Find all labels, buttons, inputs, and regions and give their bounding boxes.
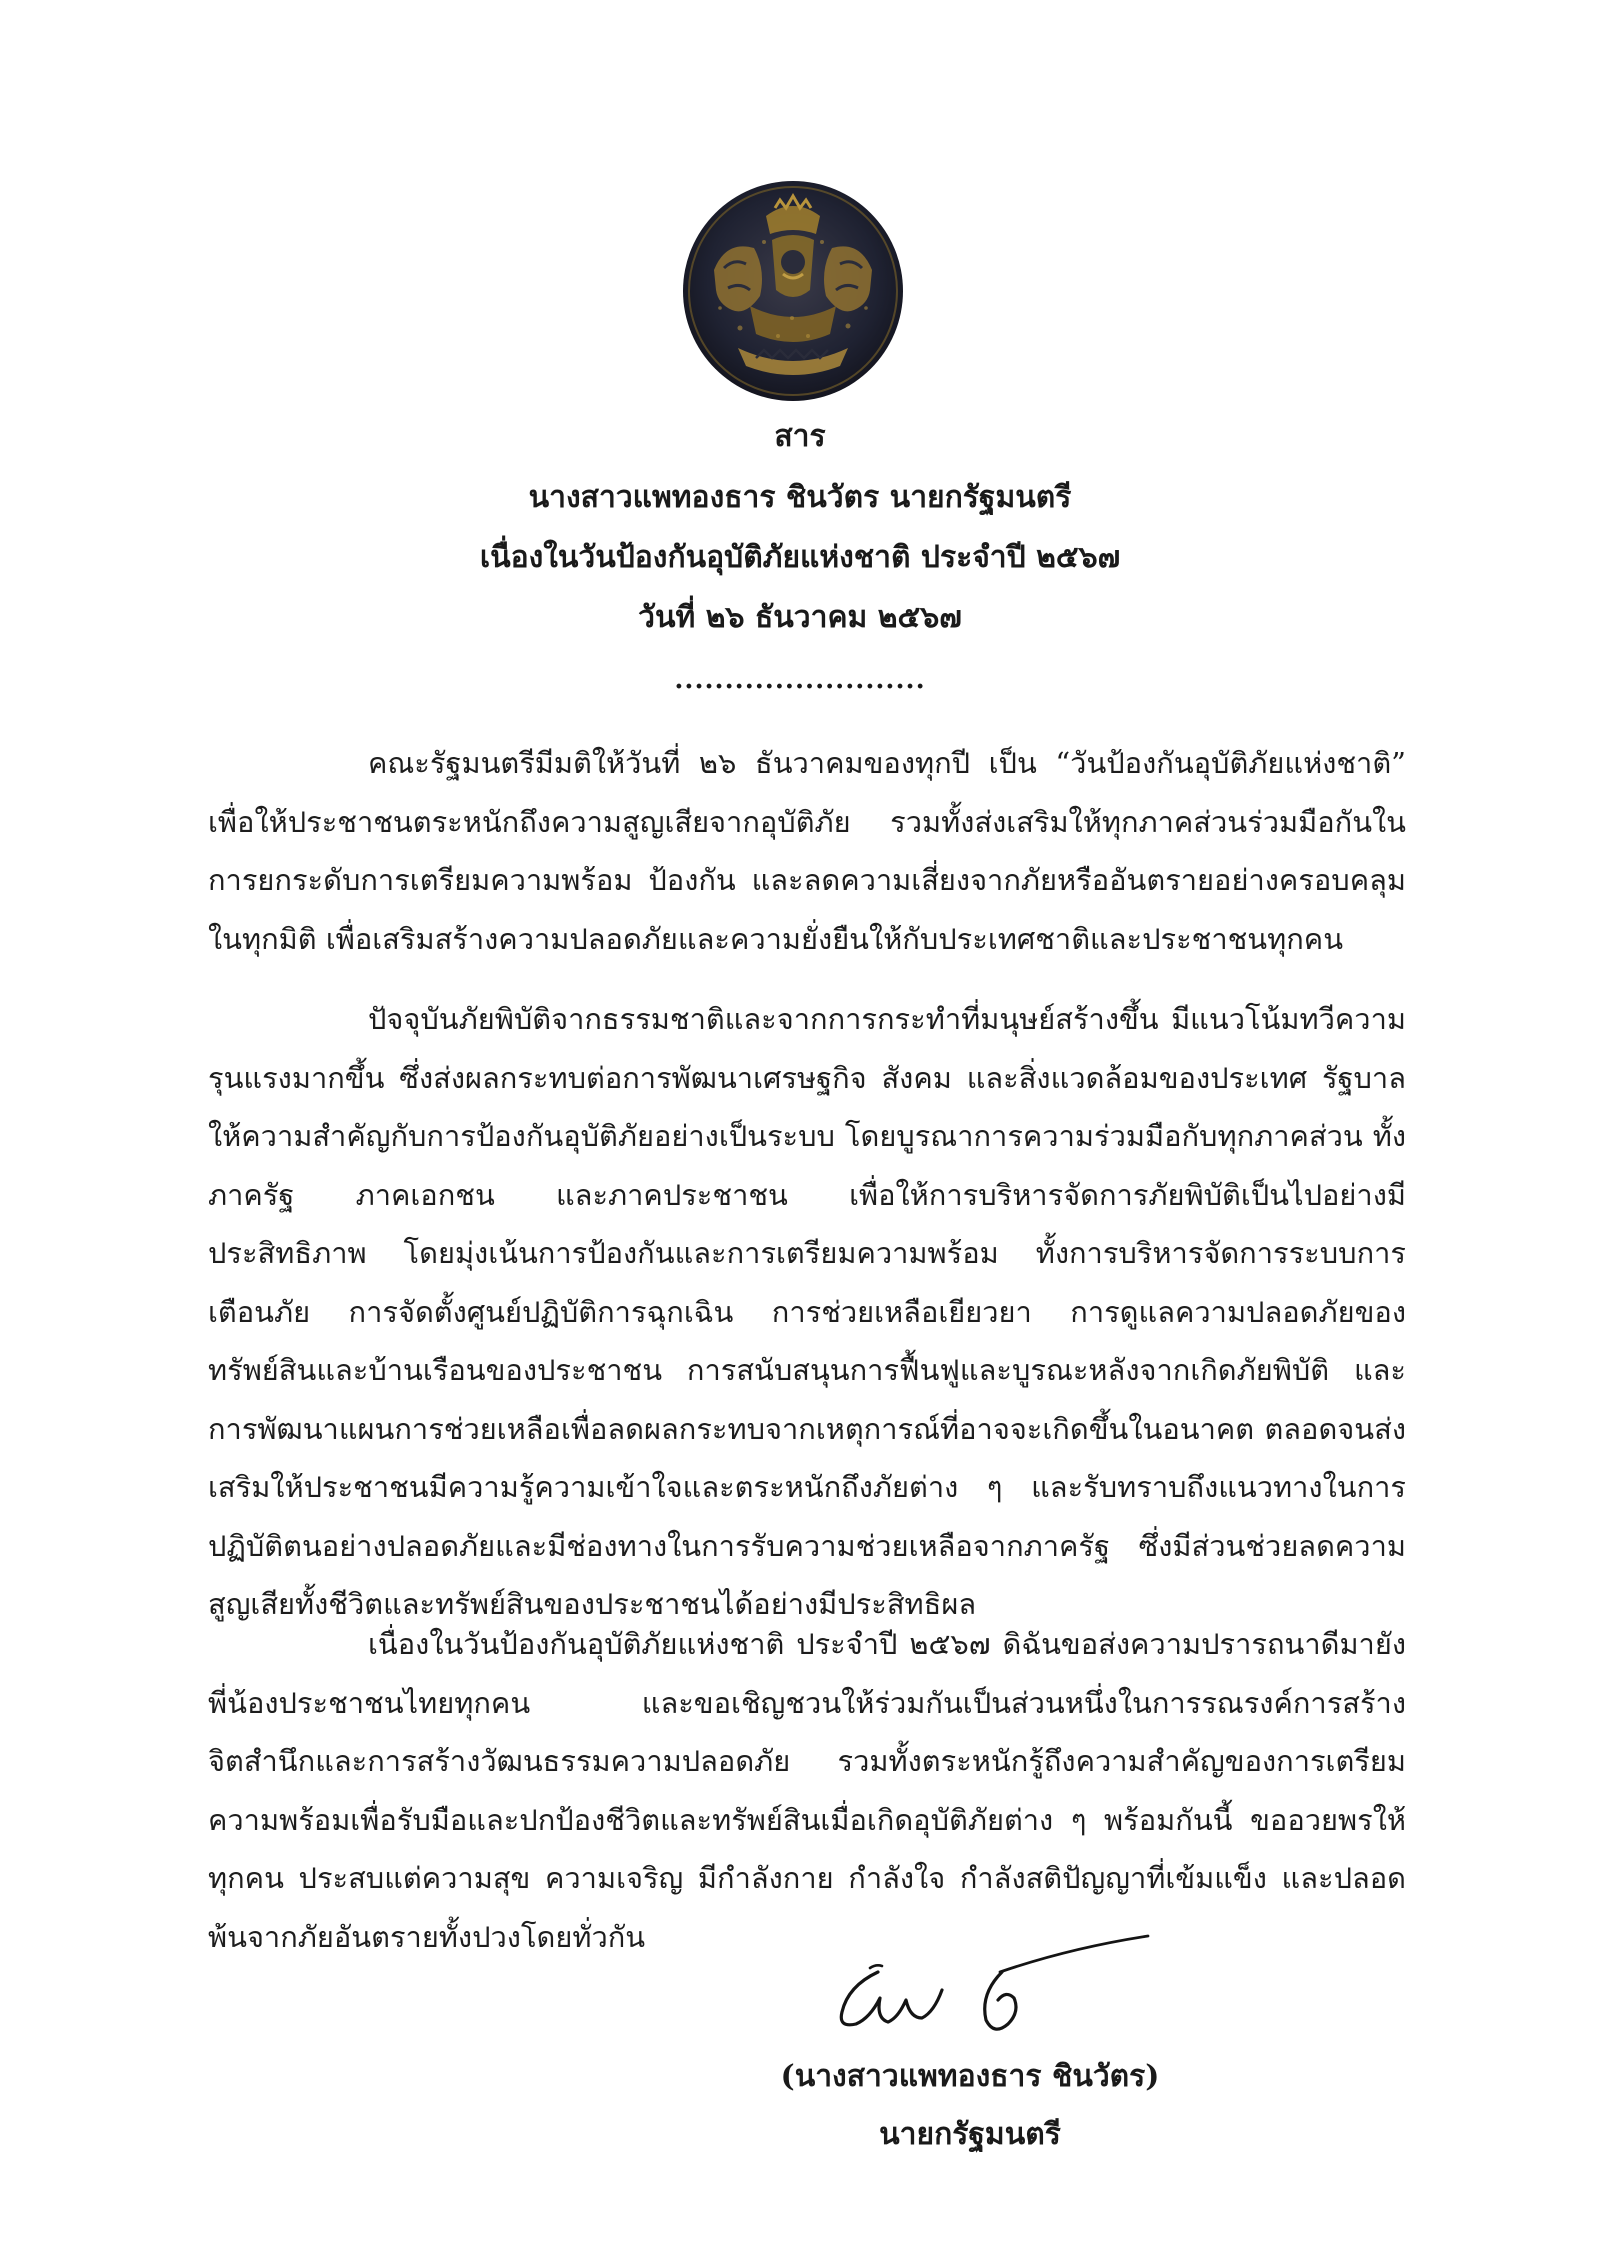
body-paragraph: คณะรัฐมนตรีมีมติให้วันที่ ๒๖ ธันวาคมของทุกปี เป็น “วันป้องกันอุบัติภัยแห่งชาติ” เพื่อให้ประชาชนตระหนักถึงความสูญเสียจากอุบัติภัย รวมทั้งส่งเสริมให้ทุกภาคส่วนร่วมมือกันในการยกระดับการเตรียมความพร้อม ป้องกัน และลดความเสี่ยงจากภัยหรืออันตรายอย่างครอบคลุมในทุกมิติ เพื่อเสริมสร้างความปลอดภัยและความยั่งยืนให้กับประเทศชาติและประชาชนทุกคน xyxy=(208,746,1406,956)
body-paragraph-2-container xyxy=(208,990,1406,1634)
document-title: สาร xyxy=(774,419,826,454)
signatory-name: (นางสาวแพทองธาร ชินวัตร) xyxy=(780,2059,1160,2094)
garuda-seal-icon xyxy=(680,178,906,404)
dotted-separator: ......................... xyxy=(674,665,926,695)
body-paragraph: เนื่องในวันป้องกันอุบัติภัยแห่งชาติ ประจำปี ๒๕๖๗ ดิฉันขอส่งความปรารถนาดีมายังพี่น้องประชาชนไทยทุกคน และขอเชิญชวนให้ร่วมกันเป็นส่วนหนึ่งในการรณรงค์การสร้างจิตสำนึกและการสร้างวัฒนธรรมความปลอดภัย รวมทั้งตระหนักรู้ถึงความสำคัญของการเตรียมความพร้อมเพื่อรับมือและปกป้องชีวิตและทรัพย์สินเมื่อเกิดอุบัติภัยต่าง ๆ พร้อมกันนี้ ขออวยพรให้ทุกคน ประสบแต่ความสุข ความเจริญ มีกำลังกาย กำลังใจ กำลังสติปัญญาที่เข้มแข็ง และปลอดพ้นจากภัยอันตรายทั้งปวงโดยทั่วกัน xyxy=(208,1627,1406,1954)
body-paragraph: ปัจจุบันภัยพิบัติจากธรรมชาติและจากการกระทำที่มนุษย์สร้างขึ้น มีแนวโน้มทวีความรุนแรงมากขึ้น ซึ่งส่งผลกระทบต่อการพัฒนาเศรษฐกิจ สังคม และสิ่งแวดล้อมของประเทศ รัฐบาลให้ความสำคัญกับการป้องกันอุบัติภัยอย่างเป็นระบบ โดยบูรณาการความร่วมมือกับทุกภาคส่วน ทั้งภาครัฐ ภาคเอกชน และภาคประชาชน เพื่อให้การบริหารจัดการภัยพิบัติเป็นไปอย่างมีประสิทธิภาพ โดยมุ่งเน้นการป้องกันและการเตรียมความพร้อม ทั้งการบริหารจัดการระบบการเตือนภัย การจัดตั้งศูนย์ปฏิบัติการฉุกเฉิน การช่วยเหลือเยียวยา การดูแลความปลอดภัยของทรัพย์สินและบ้านเรือนของประชาชน การสนับสนุนการฟื้นฟูและบูรณะหลังจากเกิดภัยพิบัติ และการพัฒนาแผนการช่วยเหลือเพื่อลดผลกระทบจากเหตุการณ์ที่อาจจะเกิดขึ้นในอนาคต ตลอดจนส่งเสริมให้ประชาชนมีความรู้ความเข้าใจและตระหนักถึงภัยต่าง ๆ และรับทราบถึงแนวทางในการปฏิบัติตนอย่างปลอดภัยและมีช่องทางในการรับความช่วยเหลือจากภาครัฐ ซึ่งมีส่วนช่วยลดความสูญเสียทั้งชีวิตและทรัพย์สินของประชาชนได้อย่างมีประสิทธิผล xyxy=(208,1002,1406,1621)
body-paragraph-1-container xyxy=(208,734,1406,968)
body-paragraph-3-container xyxy=(208,1615,1406,1966)
speaker-line: นางสาวแพทองธาร ชินวัตร นายกรัฐมนตรี xyxy=(528,480,1072,515)
handwritten-signature-icon xyxy=(830,1928,1160,2048)
occasion-line: เนื่องในวันป้องกันอุบัติภัยแห่งชาติ ประจำปี ๒๕๖๗ xyxy=(479,540,1121,575)
signatory-position: นายกรัฐมนตรี xyxy=(879,2117,1061,2152)
date-line: วันที่ ๒๖ ธันวาคม ๒๕๖๗ xyxy=(638,600,962,635)
